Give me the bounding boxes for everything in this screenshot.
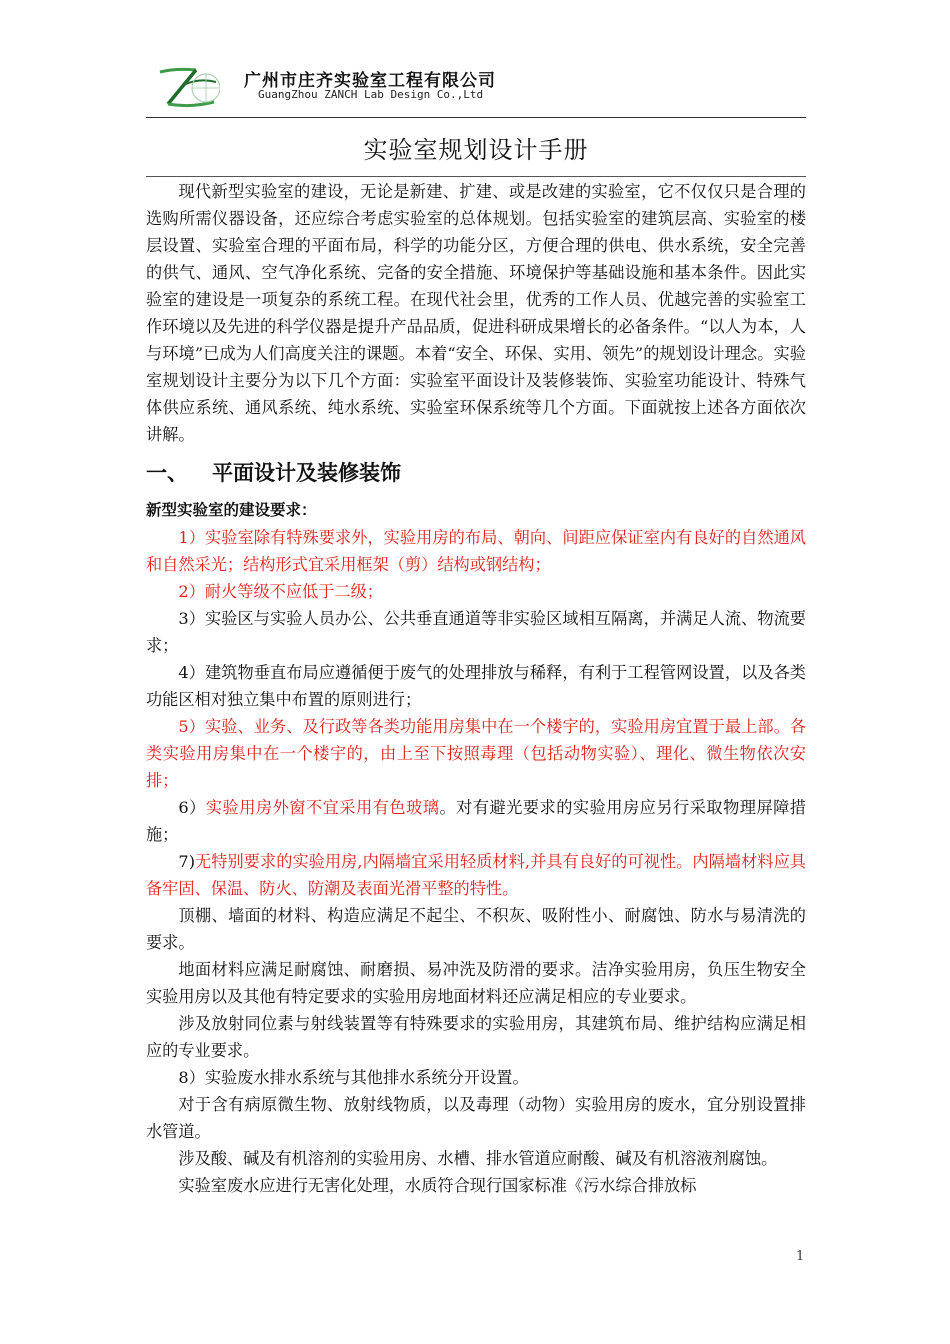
- section-number: 一、: [146, 461, 188, 485]
- item-prefix: 6）: [178, 798, 206, 817]
- highlighted-text: 实验用房外窗不宜采用有色玻璃: [205, 798, 440, 817]
- list-item: [146, 848, 806, 902]
- paragraph: 涉及放射同位素与射线装置等有特殊要求的实验用房，其建筑布局、维护结构应满足相应的专业要求。: [146, 1014, 806, 1060]
- list-item: 3）实验区与实验人员办公、公共垂直通道等非实验区域相互隔离，并满足人流、物流要求；: [146, 609, 806, 655]
- highlighted-text: 无特别要求的实验用房,内隔墙宜采用轻质材料,并具有良好的可视性。内隔墙材料应具备牢固、保温、防火、防潮及表面光滑平整的特性。: [146, 852, 806, 898]
- intro-paragraph: 现代新型实验室的建设，无论是新建、扩建、或是改建的实验室，它不仅仅只是合理的选购所需仪器设备，还应综合考虑实验室的总体规划。包括实验室的建筑层高、实验室的楼层设置、实验室合理的平面布局，科学的功能分区，方便合理的供电、供水系统，安全完善的供气、通风、空气净化系统、完备的安全措施、环境保护等基础设施和基本条件。因此实验室的建设是一项复杂的系统工程。在现代社会里，优秀的工作人员、优越完善的实验室工作环境以及先进的科学仪器是提升产品品质，促进科研成果增长的必备条件。“以人为本，人与环境”已成为人们高度关注的课题。本着“安全、环保、实用、领先”的规划设计理念。实验室规划设计主要分为以下几个方面：实验室平面设计及装修装饰、实验室功能设计、特殊气体供应系统、通风系统、纯水系统、实验室环保系统等几个方面。下面就按上述各方面依次讲解。: [146, 182, 806, 444]
- paragraph: 顶棚、墙面的材料、构造应满足不起尘、不积灰、吸附性小、耐腐蚀、防水与易清洗的要求。: [146, 906, 806, 952]
- paragraph: 对于含有病原微生物、放射线物质，以及毒理（动物）实验用房的废水，宜分别设置排水管道。: [146, 1095, 806, 1141]
- paragraph: 地面材料应满足耐腐蚀、耐磨损、易冲洗及防滑的要求。洁净实验用房，负压生物安全实验用房以及其他有特定要求的实验用房地面材料还应满足相应的专业要求。: [146, 960, 806, 1006]
- list-item: 1）实验室除有特殊要求外，实验用房的布局、朝向、间距应保证室内有良好的自然通风和自然采光；结构形式宜采用框架（剪）结构或钢结构；: [146, 528, 806, 574]
- paragraph: 实验室废水应进行无害化处理，水质符合现行国家标准《污水综合排放标: [178, 1176, 697, 1195]
- item-prefix: 7): [178, 852, 196, 871]
- list-item: 8）实验废水排水系统与其他排水系统分开设置。: [178, 1068, 529, 1087]
- item-text: 。对有避光要求的实验用房应另行采取物理屏障措施；: [146, 798, 806, 844]
- section-heading: [146, 457, 806, 489]
- document-body: [146, 178, 806, 1199]
- paragraph: 涉及酸、碱及有机溶剂的实验用房、水槽、排水管道应耐酸、碱及有机溶液剂腐蚀。: [178, 1149, 778, 1168]
- company-name-en: GuangZhou ZANCH Lab Design Co.,Ltd: [258, 88, 484, 101]
- header-divider: [146, 117, 806, 118]
- title-divider: [146, 176, 806, 177]
- document-title: 实验室规划设计手册: [363, 136, 589, 164]
- list-item: 2）耐火等级不应低于二级；: [178, 582, 383, 601]
- section-title: 平面设计及装修装饰: [212, 461, 401, 485]
- company-name-cn: 广州市庄齐实验室工程有限公司: [244, 71, 496, 91]
- letterhead: [146, 58, 806, 118]
- page-number: 1: [796, 1249, 805, 1264]
- list-item: [146, 794, 806, 848]
- zanch-logo-icon: [156, 64, 220, 112]
- list-item: 4）建筑物垂直布局应遵循便于废气的处理排放与稀释，有利于工程管网设置，以及各类功能区相对独立集中布置的原则进行；: [146, 663, 806, 709]
- list-item: 5）实验、业务、及行政等各类功能用房集中在一个楼宇的，实验用房宜置于最上部。各类实验用房集中在一个楼宇的，由上至下按照毒理（包括动物实验）、理化、微生物依次安排；: [146, 717, 806, 790]
- requirements-subheading: 新型实验室的建设要求：: [146, 501, 317, 519]
